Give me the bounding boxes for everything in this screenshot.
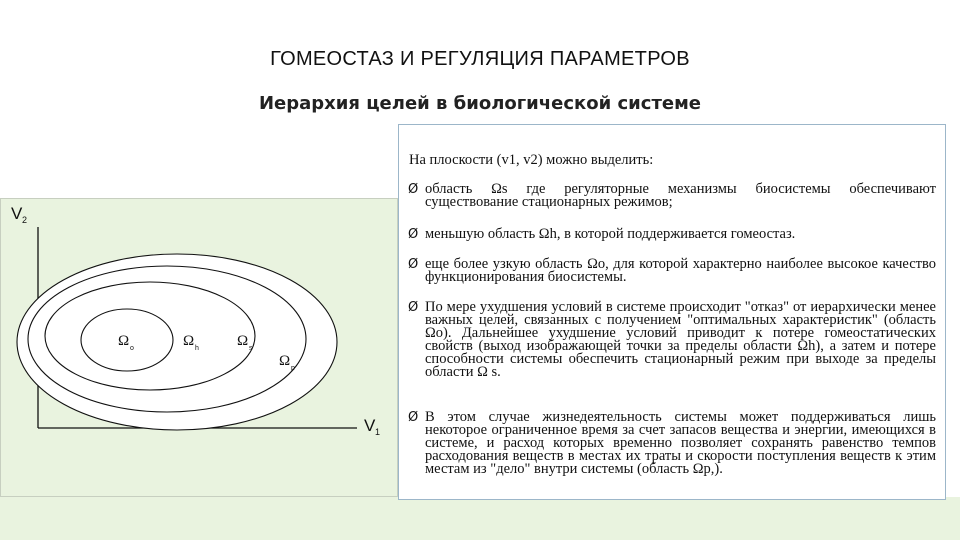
bullet-arrow-icon: Ø bbox=[408, 257, 419, 272]
text-panel bbox=[398, 124, 946, 500]
x-axis-label: V bbox=[364, 416, 376, 435]
bullet-text: меньшую область Ωh, в которой поддерживается гомеостаз. bbox=[425, 226, 796, 242]
bullet-arrow-icon: Ø bbox=[408, 227, 419, 242]
bottom-band bbox=[0, 497, 960, 540]
bullet-text: В этом случае жизнедеятельность системы может поддерживаться лишь некоторое ограниченное время за счет запасов вещества и энергии, имеющихся в системе, и расход которых временно позволяет сохранять равенство темпов расходования веществ в местах их траты и скорости поступления веществ к этим местам из "дело" внутри системы (область Ωp,). bbox=[425, 409, 936, 477]
region-s-symbol: Ω bbox=[237, 333, 249, 349]
region-h-subscript: h bbox=[195, 345, 199, 352]
y-axis-label: V bbox=[11, 204, 23, 223]
bullet-item bbox=[408, 411, 936, 476]
bullet-arrow-icon: Ø bbox=[408, 300, 419, 315]
region-p-symbol: Ω bbox=[279, 353, 291, 369]
slide-subtitle: Иерархия целей в биологической системе bbox=[258, 93, 702, 114]
region-h-symbol: Ω bbox=[183, 333, 195, 349]
bullet-text: еще более узкую область Ωo, для которой характерно наиболее высокое качество функционирования биосистемы. bbox=[425, 256, 936, 285]
bullet-item bbox=[408, 228, 936, 241]
bullet-item bbox=[408, 258, 936, 284]
diagram-panel bbox=[0, 198, 398, 497]
region-o-symbol: Ω bbox=[118, 333, 130, 349]
intro-text: На плоскости (v1, v2) можно выделить: bbox=[409, 152, 654, 168]
bullet-item bbox=[408, 183, 936, 209]
bullet-item bbox=[408, 301, 936, 379]
bullet-text: По мере ухудшения условий в системе происходит "отказ" от иерархически менее важных целей, связанных с получением "оптимальных характеристик" (область Ωo). Дальнейшее ухудшение условий приводит к потере гомеостатических свойств (выход изображающей точки за пределы области Ωh), а затем и потере способности системы обеспечить стационарный режим при выходе за пределы области Ω s. bbox=[425, 299, 936, 380]
bullet-text: область Ωs где регуляторные механизмы биосистемы обеспечивают существование стационарных режимов; bbox=[425, 181, 936, 210]
bullet-arrow-icon: Ø bbox=[408, 182, 419, 197]
y-axis-subscript: 2 bbox=[22, 215, 28, 225]
region-s-subscript: s bbox=[249, 345, 253, 352]
slide-title: ГОМЕОСТАЗ И РЕГУЛЯЦИЯ ПАРАМЕТРОВ bbox=[270, 48, 690, 70]
region-p-subscript: p bbox=[291, 365, 295, 372]
region-o-subscript: o bbox=[130, 345, 134, 352]
x-axis-subscript: 1 bbox=[375, 427, 381, 437]
regions-diagram bbox=[1, 199, 399, 498]
bullet-arrow-icon: Ø bbox=[408, 410, 419, 425]
